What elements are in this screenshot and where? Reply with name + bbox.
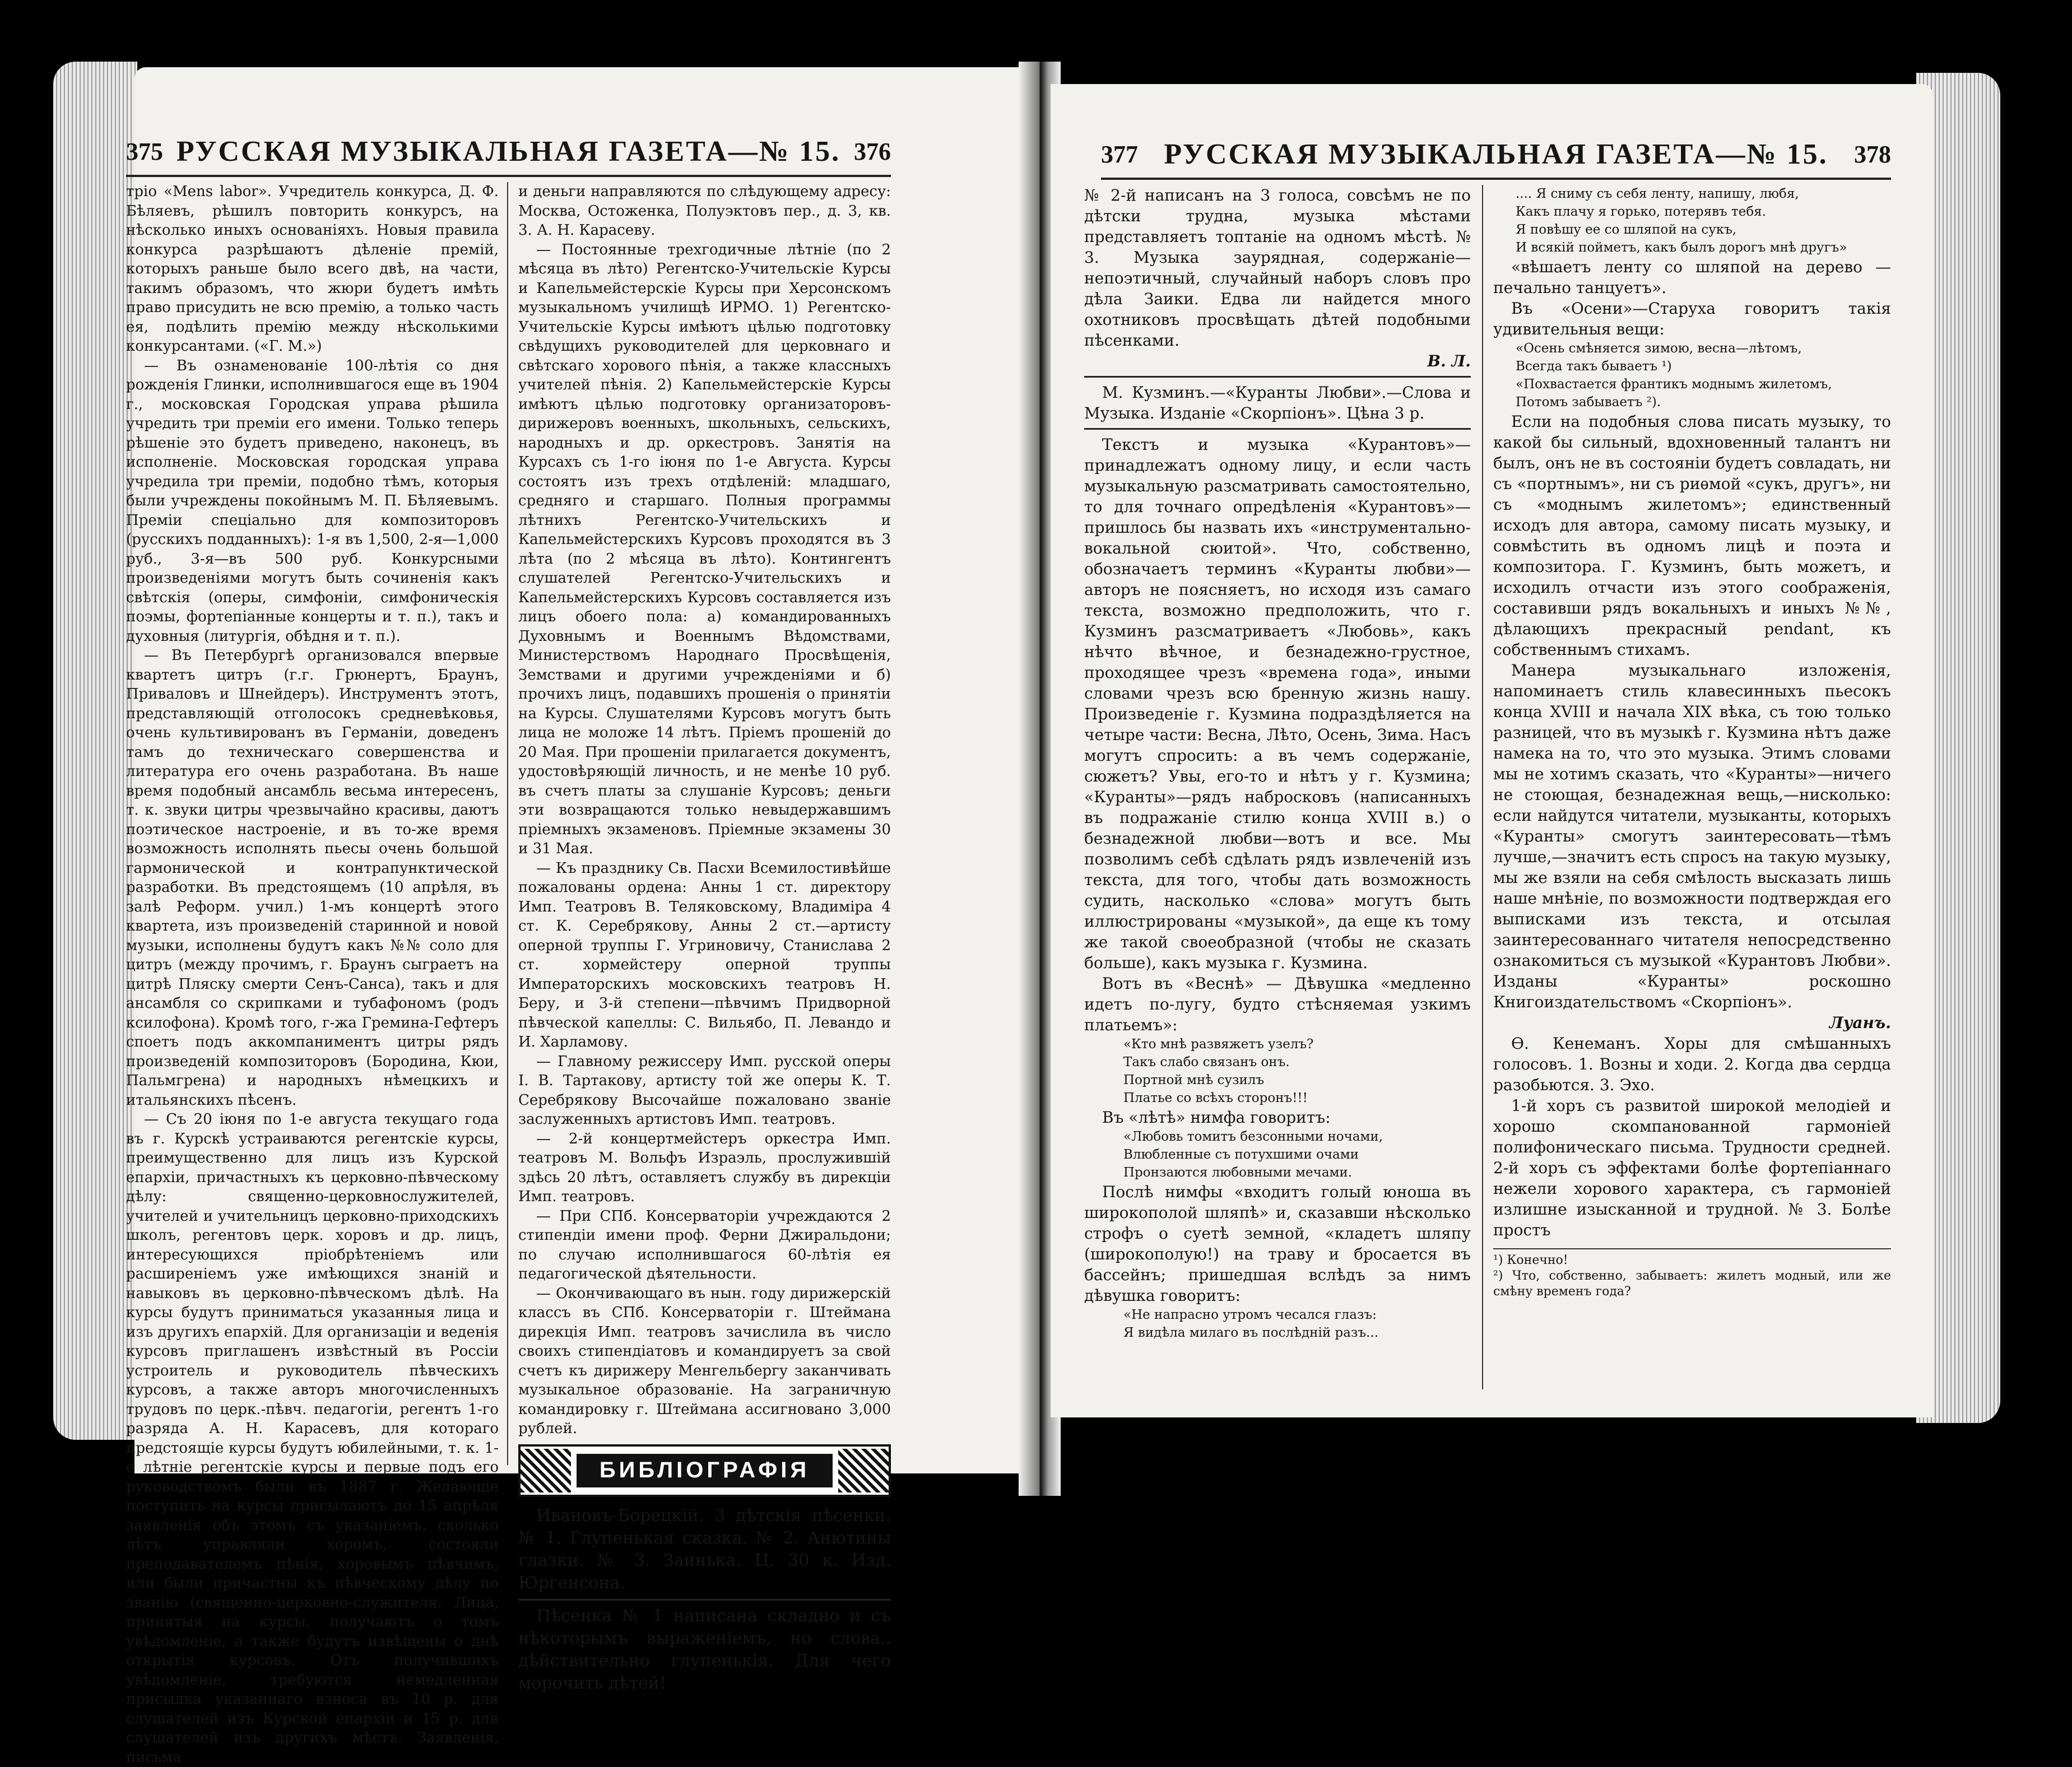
bibliography-entry: Ивановъ-Борецкій. 3 дѣтскія пѣсенки. № 1. Глупенькая сказка. № 2. Анютины глазки. № 3. Заинька. Ц. 30 к. Изд. Юргенсона. [518, 1505, 891, 1593]
paragraph: — Въ Петербургѣ организовался впервые квартетъ цитръ (г.г. Грюнертъ, Браунъ, Приваловъ и Шнейдеръ). Инструментъ этотъ, представляющій отголосокъ средневѣковья, очень культивированъ въ Германіи, доведенъ тамъ до техническаго совершенства и литература его очень разработана. Въ наше время подобный ансамбль весьма интересенъ, т. к. звуки цитры чрезвычайно красивы, даютъ поэтическое настроеніе, и въ то-же время возможность исполнять пьесы очень большой гармонической и контрапунктической разработки. Въ предстоящемъ (10 апрѣля, въ залѣ Реформ. учил.) 1-мъ концертѣ этого квартета, изъ произведеній старинной и новой музыки, исполнены будутъ какъ №№ соло для цитръ (между прочимъ, г. Браунъ сыграетъ на цитрѣ Пляску смерти Сенъ-Санса), такъ и для ансамбля со скрипками и тубафономъ (родъ ксилофона). Кромѣ того, г-жа Гремина-Гефтеръ споетъ подъ аккомпаниментъ цитры рядъ произведеній композиторовъ (Бородина, Кюи, Пальмгрена) и народныхъ нѣмецкихъ и итальянскихъ пѣсенъ. [126, 647, 499, 1109]
verse-line: И всякій пойметъ, какъ былъ дорогъ мнѣ другъ» [1516, 240, 1847, 255]
newspaper-title: РУССКАЯ МУЗЫКАЛЬНАЯ ГАЗЕТА—№ 15. [176, 135, 841, 168]
verse-line: «Похвастается франтикъ моднымъ жилетомъ, [1516, 377, 1832, 392]
verse-line: Потомъ забываетъ ²). [1516, 395, 1661, 410]
verse-quote [1493, 185, 1891, 257]
paragraph: Если на подобныя слова писать музыку, то какой бы сильный, вдохновенный талантъ ни былъ, онъ не въ состояніи будетъ совладать, ни съ «портнымъ», ни съ риѳмой «сукъ, другъ», ни съ «моднымъ жилетомъ»; единственный исходъ для автора, самому писать музыку, и совмѣстить въ одномъ лицѣ и поэта и композитора. Г. Кузминъ, быть можетъ, и исходилъ отчасти изъ этого соображенія, составивши рядъ вокальныхъ и иныхъ №№, дѣлающихъ прекрасный pendant, къ собственнымъ стихамъ. [1493, 412, 1891, 659]
paragraph: — Постоянные трехгодичные лѣтніе (по 2 мѣсяца въ лѣто) Регентско-Учительскіе Курсы и Капельмейстерскіе Курсы при Херсонскомъ музыкальномъ училищѣ ИРМО. 1) Регентско-Учительскіе Курсы имѣютъ цѣлью подготовку свѣдущихъ руководителей для церковнаго и свѣтскаго хорового пѣнія, а также классныхъ учителей пѣнія. 2) Капельмейстерскіе Курсы имѣютъ цѣлью подготовку организаторовъ-дирижеровъ военныхъ, школьныхъ, сельскихъ, народныхъ и др. оркестровъ. Занятія на Курсахъ съ 1-го іюня по 1-е Августа. Курсы состоятъ изъ трехъ отдѣленій: младшаго, средняго и старшаго. Полныя программы лѣтнихъ Регентско-Учительскихъ и Капельмейстерскихъ Курсовъ проходятся въ 3 лѣта (по 2 мѣсяца въ лѣто). Контингентъ слушателей Регентско-Учительскихъ и Капельмейстерскихъ Курсовъ составляется изъ лицъ обоего пола: а) командированныхъ Духовнымъ и Военнымъ Вѣдомствами, Министерствомъ Народнаго Просвѣщенія, Земствами и другими учрежденіями и б) прочихъ лицъ, подавшихъ прошенія о принятіи на Курсы. Слушателями Курсовъ могутъ быть лица не моложе 14 лѣтъ. Пріемъ прошеній до 20 Мая. При прошеніи прилагается документъ, удостовѣряющій личность, и не менѣе 10 руб. въ счетъ платы за слушаніе Курсовъ; деньги эти возвращаются только невыдержавшимъ пріемныхъ экзаменовъ. Пріемные экзамены 30 и 31 Мая. [518, 241, 891, 857]
paragraph: и деньги направляются по слѣдующему адресу: Москва, Остоженка, Полуэктовъ пер., д. 3, кв. 3. А. Н. Карасеву. [518, 183, 891, 239]
verse-line: Такъ слабо связанъ онъ. [1123, 1055, 1290, 1070]
verse-quote [1084, 1128, 1471, 1182]
verse-line: «Кто мнѣ развяжетъ узелъ? [1123, 1037, 1314, 1052]
review-heading: Ѳ. Кенеманъ. Хоры для смѣшанныхъ голосовъ. 1. Возны и ходи. 2. Когда два сердца разобьются. 3. Эхо. [1493, 1034, 1891, 1094]
paragraph: Манера музыкальнаго изложенія, напоминаетъ стиль клавесинныхъ пьесокъ конца XVIII и начала XIX вѣка, съ тою только разницей, что въ музыкѣ г. Кузмина нѣтъ даже намека на то, что это музыка. Этимъ словами мы не хотимъ сказать, что «Куранты»—ничего не стоющая, безнадежная вещь,—нисколько: если найдутся читатели, музыканты, которыхъ «Куранты» смогутъ заинтересовать—тѣмъ лучше,—значитъ есть спросъ на такую музыку, мы же взяли на себя смѣлость высказать лишь наше мнѣніе, по возможности подтверждая его выписками изъ текста, и отсылая заинтересованнаго читателя непосредственно ознакомиться съ музыкой «Курантовъ Любви». Изданы «Куранты» роскошно Книгоиздательствомъ «Скорпіонъ». [1493, 661, 1891, 1011]
verse-line: Платье со всѣхъ сторонъ!!! [1123, 1091, 1308, 1105]
paragraph: — Главному режиссеру Имп. русской оперы I. В. Тартакову, артисту той же оперы К. Т. Серебрякову Высочайше пожаловано званіе заслуженныхъ артистовъ Имп. театровъ. [518, 1053, 891, 1128]
ornament-icon [838, 1449, 889, 1492]
footnote: ²) Что, собственно, забываетъ: жилетъ модный, или же смѣну временъ года? [1493, 1269, 1891, 1299]
page-number: 378 [1853, 140, 1891, 168]
paragraph: Послѣ нимфы «входитъ голый юноша въ широкополой шляпѣ» и, сказавши нѣсколько строфъ о суетѣ земной, «кладетъ шляпу (широкополую!) на траву и бросается въ бассейнъ; пришедшая вслѣдъ за нимъ дѣвушка говоритъ: [1084, 1183, 1471, 1305]
verse-line: .... Я сниму съ себя ленту, напишу, любя, [1516, 187, 1799, 201]
verse-line: «Не напрасно утромъ чесался глазъ: [1123, 1308, 1377, 1322]
paragraph: Текстъ и музыка «Курантовъ»—принадлежатъ одному лицу, и если часть музыкальную разсматривать самостоятельно, то для точнаго опредѣленія «Курантовъ»—пришлось бы назвать ихъ «инструментально-вокальной сюитой». Что, собственно, обозначаетъ терминъ «Куранты любви»—авторъ не поясняетъ, но исходя изъ самаго текста, возможно предположить, что г. Кузминъ разсматриваетъ «Любовь», какъ нѣчто вѣчное, и безнадежно-грустное, проходящее чрезъ «времена года», иными словами чрезъ всю бренную жизнь нашу. Произведеніе г. Кузмина подраздѣляется на четыре части: Весна, Лѣто, Осень, Зима. Насъ могутъ спросить: а въ чемъ содержаніе, сюжетъ? Увы, его-то и нѣтъ у г. Кузмина; «Куранты»—рядъ набросковъ (написанныхъ въ подражаніе стилю конца XVIII в.) о безнадежной любви—вотъ и все. Мы позволимъ себѣ сдѣлать рядъ извлеченій изъ текста, для того, чтобы дать возможность судить, насколько «слова» могутъ быть иллюстрированы «музыкой», да еще къ тому же такой своеобразной (чтобы не сказать больше), какъ музыка г. Кузмина. [1084, 435, 1471, 972]
verse-line: Я повѣшу ее со шляпой на сукъ, [1516, 222, 1737, 237]
paragraph: Въ «лѣтѣ» нимфа говоритъ: [1102, 1108, 1331, 1127]
newspaper-title: РУССКАЯ МУЗЫКАЛЬНАЯ ГАЗЕТА—№ 15. [1164, 138, 1828, 170]
signature: Луанъ. [1829, 1013, 1891, 1032]
right-page-header [1101, 132, 1891, 176]
verse-quote [1084, 1306, 1471, 1342]
signature: В. Л. [1427, 352, 1471, 370]
header-rule [126, 175, 891, 177]
right-column-1 [1084, 185, 1471, 1412]
footnote: ¹) Конечно! [1493, 1253, 1568, 1267]
right-column-2 [1493, 185, 1891, 1412]
left-page [126, 67, 1031, 1766]
review-heading: М. Кузминъ.—«Куранты Любви».—Слова и Музыка. Изданіе «Скорпіонъ». Цѣна 3 р. [1084, 383, 1471, 422]
ornament-icon [521, 1449, 571, 1492]
column-divider [1482, 185, 1483, 1389]
verse-quote [1084, 1035, 1471, 1107]
paragraph: Въ «Осени»—Старуха говоритъ такія удивительныя вещи: [1493, 299, 1891, 338]
paragraph: — Въ ознаменованіе 100-лѣтія со дня рожденія Глинки, исполнившагося еще въ 1904 г., московская Городская управа рѣшила учредить три преміи его имени. Только теперь рѣшеніе это будетъ приведено, наконецъ, въ исполненіе. Московская городская управа учредила три преміи, подобно тѣмъ, которыя были учреждены покойнымъ М. П. Бѣляевымъ. Преміи спеціально для композиторовъ (русскихъ подданныхъ): 1-я въ 1,500, 2-я—1,000 руб., 3-я—въ 500 руб. Конкурсными произведеніями могутъ быть сочиненія какъ свѣтскія (оперы, симфоніи, симфоническія поэмы, фортепіанные концерты и т. п.), такъ и духовныя (литургія, обѣдня и т. п.). [126, 357, 499, 645]
header-rule [1101, 178, 1891, 180]
verse-line: Какъ плачу я горько, потерявъ тебя. [1516, 204, 1766, 219]
verse-quote [1493, 340, 1891, 411]
bibliography-banner [518, 1444, 891, 1497]
verse-line: Всегда такъ бываетъ ¹) [1516, 359, 1672, 374]
bibliography-heading: БИБЛІОГРАФІЯ [577, 1454, 833, 1487]
verse-line: «Осень смѣняется зимою, весна—лѣтомъ, [1516, 341, 1802, 356]
page-number: 377 [1101, 140, 1138, 168]
paragraph: № 2-й написанъ на 3 голоса, совсѣмъ не по дѣтски трудна, музыка мѣстами представляетъ топтаніе на одномъ мѣстѣ. № 3. Музыка заурядная, содержаніе—непоэтичный, случайный наборъ словъ про дѣла Заики. Едва ли найдется много охотниковъ просвѣщать дѣтей подобными пѣсенками. [1084, 186, 1471, 350]
left-column-2 [518, 182, 891, 1693]
paragraph: — Съ 20 іюня по 1-е августа текущаго года въ г. Курскѣ устраиваются регентскіе курсы, преимущественно для лицъ изъ Курской епархіи, причастныхъ къ церковно-пѣвческому дѣлу: священно-церковнослужителей, учителей и учительницъ церковно-приходскихъ школъ, регентовъ церк. хоровъ и др. лицъ, интересующихся пріобрѣтеніемъ или расширеніемъ уже имѣющихся знаній и навыковъ въ церковно-пѣвческомъ дѣлѣ. На курсы будутъ приниматься указанныя лица и изъ другихъ епархій. Для организаціи и веденія курсовъ приглашенъ извѣстный въ Россіи устроитель и руководитель пѣвческихъ курсовъ, а также авторъ многочисленныхъ трудовъ по церк.-пѣвч. педагогіи, регентъ 1-го разряда А. Н. Карасевъ, для котораго предстоящіе курсы будутъ юбилейными, т. к. 1-е лѣтніе регентскіе курсы и первые подъ его руководствомъ были въ 1887 г. Желающіе поступить на курсы присылаютъ до 15 апрѣля заявленія объ этомъ съ указаніемъ, сколько лѣтъ управляли хоромъ, состояли преподавателемъ пѣнія, хоровымъ пѣвчимъ, или были причастны къ пѣвческому дѣлу по званію (священно-церковно-служителя. Лица, принятыя на курсы, получаютъ о томъ увѣдомленіе, а также будутъ извѣщены о днѣ открытія курсовъ. Отъ получившихъ увѣдомленіе, требуются немедленная присылка указаннаго взноса въ 10 р. для слушателей изъ Курской епархіи и 15 р. для слушателей изъ другихъ мѣстъ. Заявленія, письма [126, 1111, 499, 1766]
paragraph: — При СПб. Консерваторіи учреждаются 2 стипендіи имени проф. Ферни Джиральдони; по случаю исполнившагося 60-лѣтія ея педагогической дѣятельности. [518, 1207, 891, 1282]
verse-line: Влюбленные съ потухшими очами [1123, 1147, 1359, 1162]
footnotes [1493, 1248, 1891, 1300]
divider [1084, 428, 1471, 430]
paragraph: «вѣшаетъ ленту со шляпой на дерево — печально танцуетъ». [1493, 258, 1891, 297]
verse-line: «Любовь томитъ безсонными ночами, [1123, 1129, 1383, 1144]
page-number: 376 [853, 137, 891, 165]
paragraph: — 2-й концертмейстеръ оркестра Имп. театровъ М. Вольфъ Израэль, прослужившій здѣсь 20 лѣтъ, оставляетъ службу въ дирекціи Имп. театровъ. [518, 1130, 891, 1205]
paragraph: Вотъ въ «Веснѣ» — Дѣвушка «медленно идетъ по-лугу, будто стѣсняемая узкимъ платьемъ»: [1084, 974, 1471, 1034]
verse-line: Я видѣла милаго въ послѣдній разъ... [1123, 1326, 1379, 1340]
paragraph: — Окончивающаго въ нын. году дирижерскій классъ въ СПб. Консерваторіи г. Штеймана дирекція Имп. театровъ зачислила въ число своихъ стипендіатовъ и командируетъ за свой счетъ къ дирижеру Менгельбергу заканчивать музыкальное образованіе. На заграничную командировку г. Штеймана ассигновано 3,000 рублей. [518, 1285, 891, 1437]
right-page [1051, 84, 1933, 1417]
paragraph: — Къ празднику Св. Пасхи Всемилостивѣйше пожалованы ордена: Анны 1 ст. директору Имп. Театровъ В. Теляковскому, Владиміра 4 ст. К. Серебрякову, Анны 2 ст.—артисту оперной труппы Г. Угриновичу, Станислава 2 ст. хормейстеру оперной труппы Императорскихъ московскихъ театровъ Н. Беру, и 3-й степени—пѣвчимъ Придворной пѣвческой капеллы: С. Вильябо, П. Левандо и И. Харламову. [518, 859, 891, 1050]
paragraph: 1-й хоръ съ развитой широкой мелодіей и хорошо скомпанованной гармоніей полифоническаго письма. Трудности средней. 2-й хоръ съ эффектами болѣе фортепіаннаго нежели хорового характера, съ гармоніей излишне изысканной и трудной. № 3. Болѣе простъ [1493, 1096, 1891, 1239]
column-divider [507, 182, 508, 1465]
verse-line: Пронзаются любовными мечами. [1123, 1165, 1353, 1180]
left-page-stack [53, 62, 137, 1440]
divider [518, 1599, 891, 1601]
paragraph: тріо «Mens labor». Учредитель конкурса, Д. Ф. Бѣляевъ, рѣшилъ повторить конкурсъ, на нѣсколько иныхъ основаніяхъ. Новыя правила конкурса разрѣшаютъ дѣленіе премій, которыхъ раньше было всего двѣ, на части, такимъ образомъ, что жюри будетъ имѣть право присудить не всю премію, а только часть ея, подѣлить премію между нѣсколькими конкурсантами. («Г. М.») [126, 183, 499, 355]
verse-line: Портной мнѣ сузилъ [1123, 1073, 1265, 1087]
left-column-1 [126, 182, 499, 1766]
divider [1084, 376, 1471, 378]
paragraph: Пѣсенка № 1 написана складно и съ нѣкоторымъ выраженіемъ, но слова.. дѣйствительно глупенькія. Для чего морочить дѣтей! [518, 1606, 891, 1693]
page-number: 375 [126, 137, 163, 165]
left-page-header [126, 129, 891, 174]
